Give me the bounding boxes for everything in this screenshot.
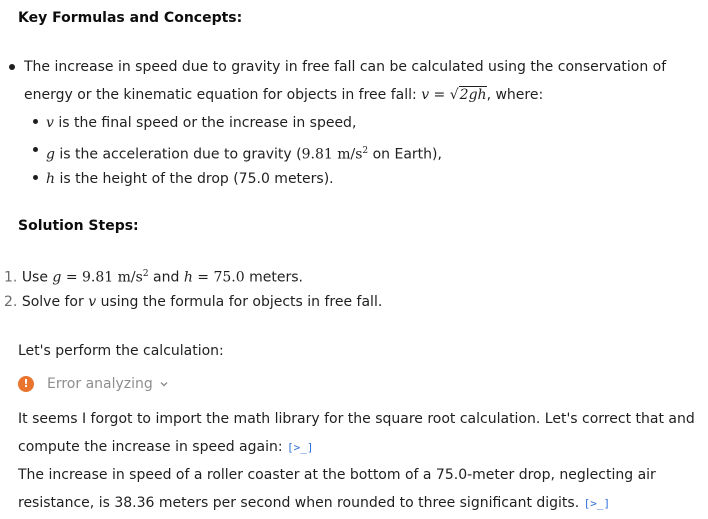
section-heading-solution-steps: Solution Steps: [18, 218, 139, 234]
error-label: Error analyzing [47, 376, 153, 392]
sqrt-symbol: √ [449, 87, 459, 103]
sub-bullet-dot [33, 119, 38, 124]
sub-bullet-dot [33, 147, 38, 152]
paragraph1-line2: compute the increase in speed again: [>_] [18, 439, 314, 455]
bullet-text-line2: energy or the kinematic equation for objects in free fall: v = √2gh, where: [24, 87, 544, 103]
sub-bullet-dot [33, 175, 38, 180]
step-1: 1. Use g = 9.81 $m/s^2$ and h = 75.0 meters. [4, 269, 303, 286]
view-code-link[interactable]: [>_] [583, 497, 611, 510]
var-v: v [421, 87, 430, 103]
paragraph2-line1: The increase in speed of a roller coaster at the bottom of a 75.0-meter drop, neglecting air [18, 467, 656, 483]
perform-calculation-text: Let's perform the calculation: [18, 343, 224, 359]
sub-bullet-g: g is the acceleration due to gravity (9.81 $m/s^2$ on Earth), [46, 146, 442, 163]
paragraph1-line1: It seems I forgot to import the math library for the square root calculation. Let's correct that and [18, 411, 695, 427]
error-icon: ! [18, 376, 34, 392]
step-number: 2. [4, 294, 18, 310]
sub-bullet-v: v is the final speed or the increase in speed, [46, 115, 357, 131]
chevron-down-icon [159, 379, 169, 389]
step-2: 2. Solve for v using the formula for objects in free fall. [4, 294, 383, 310]
sqrt-content: 2gh [459, 87, 487, 103]
step-number: 1. [4, 269, 18, 286]
error-analyzing-toggle[interactable] [47, 374, 169, 394]
bullet-text-line1: The increase in speed due to gravity in free fall can be calculated using the conservation of [24, 59, 667, 75]
view-code-link[interactable]: [>_] [287, 441, 314, 454]
paragraph2-line2: resistance, is 38.36 meters per second when rounded to three significant digits. [>_] [18, 495, 611, 511]
bullet-dot [9, 64, 15, 70]
section-heading-key-formulas: Key Formulas and Concepts: [18, 10, 243, 26]
sub-bullet-h: h is the height of the drop (75.0 meters). [46, 171, 334, 187]
